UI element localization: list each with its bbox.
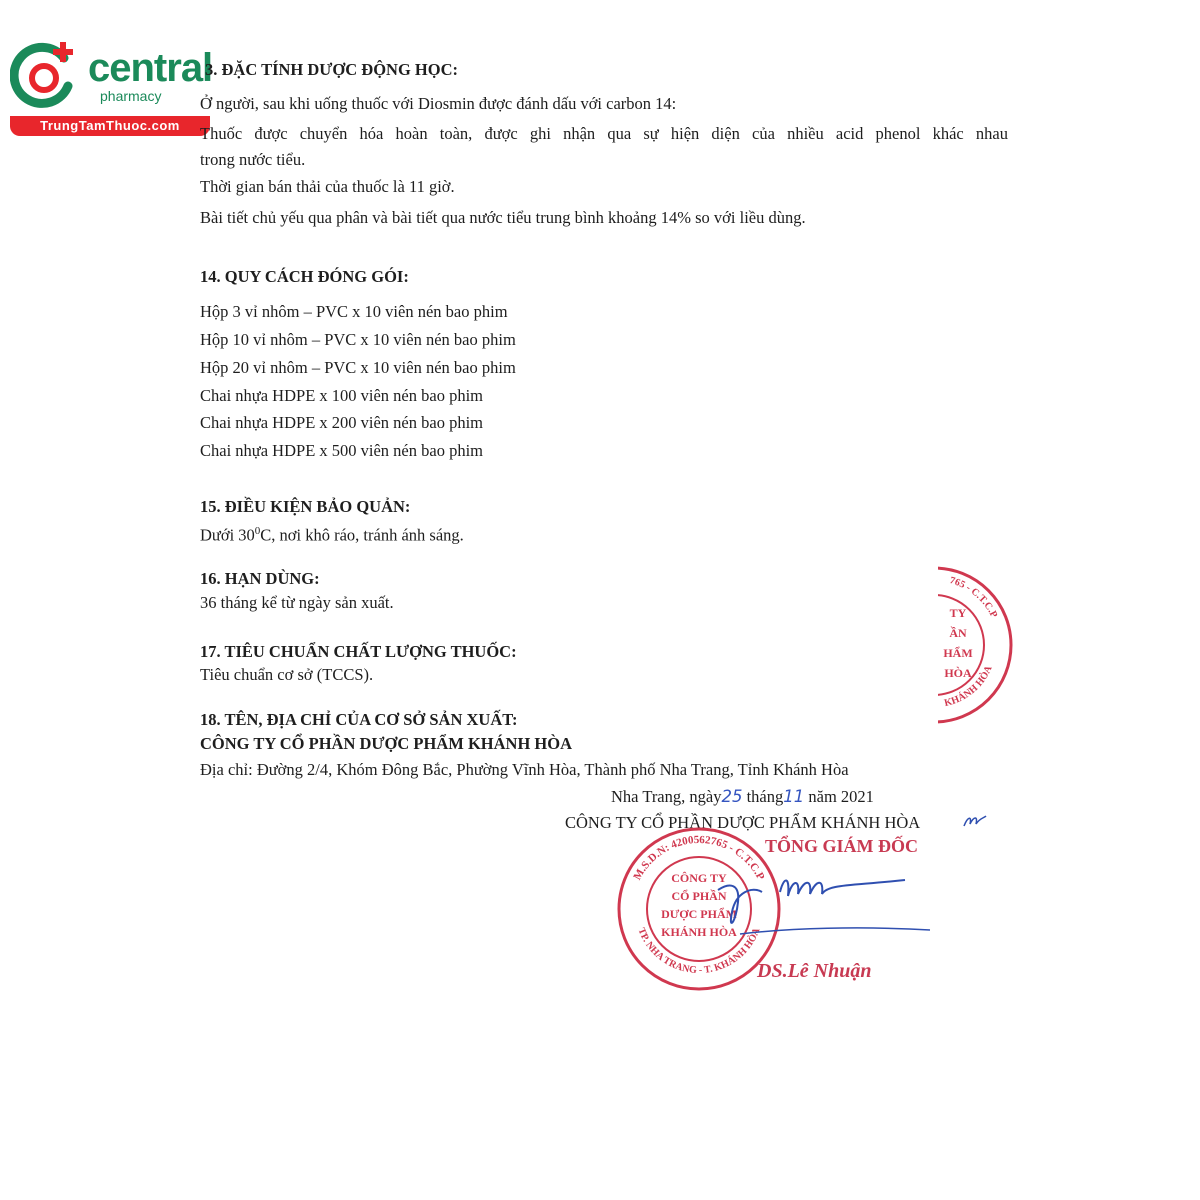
partial-seal-line-1: TY — [949, 606, 967, 620]
s14-line-5: Chai nhựa HDPE x 200 viên nén bao phim — [200, 413, 483, 432]
logo-brand: central — [88, 46, 213, 90]
partial-seal-line-3: HẨM — [943, 646, 973, 660]
seal-line-3: DƯỢC PHẨM — [661, 907, 737, 921]
date-day: 25 — [721, 787, 743, 806]
seal-bottom-text: TP. NHA TRANG - T. KHÁNH HÒA — [635, 926, 763, 977]
date-month-label: tháng — [746, 787, 784, 806]
partial-seal-line-2: ẦN — [949, 626, 967, 640]
section-14-heading: 14. QUY CÁCH ĐÓNG GÓI: — [200, 267, 409, 286]
director-title: TỔNG GIÁM ĐỐC — [765, 836, 918, 856]
logo-subtitle: pharmacy — [100, 88, 162, 104]
signer-name: DS.Lê Nhuận — [757, 960, 872, 982]
partial-seal-bottom: KHÁNH HÒA — [943, 664, 995, 710]
initials-mark — [962, 812, 988, 832]
signature-date — [611, 786, 874, 808]
partial-seal — [938, 565, 1018, 725]
s17-text: Tiêu chuẩn cơ sở (TCCS). — [200, 665, 374, 684]
s13-line-5: Bài tiết chủ yếu qua phân và bài tiết qua nước tiểu trung bình khoảng 14% so với liều dùng. — [200, 208, 806, 227]
s13-line-2: Thuốc được chuyển hóa hoàn toàn, được ghi nhận qua sự hiện diện của nhiều acid phenol khác nhau — [200, 124, 1008, 143]
partial-seal-line-4: HÒA — [944, 666, 972, 680]
s14-line-1: Hộp 3 vỉ nhôm – PVC x 10 viên nén bao phim — [200, 302, 508, 321]
partial-seal-graphic — [938, 565, 1014, 725]
seal-ring-text: M.S.D.N: 4200562765 - C.T.C.P — [631, 833, 767, 883]
s14-line-4: Chai nhựa HDPE x 100 viên nén bao phim — [200, 386, 483, 405]
partial-seal-ring: 765 - C.T.C.P — [948, 575, 1000, 620]
logo-website: TrungTamThuoc.com — [10, 116, 210, 136]
section-16-heading: 16. HẠN DÙNG: — [200, 569, 320, 588]
seal-line-4: KHÁNH HÒA — [661, 925, 737, 939]
s13-line-4: Thời gian bán thải của thuốc là 11 giờ. — [200, 177, 455, 196]
s14-line-2: Hộp 10 vỉ nhôm – PVC x 10 viên nén bao phim — [200, 330, 516, 349]
section-15-heading: 15. ĐIỀU KIỆN BẢO QUẢN: — [200, 497, 411, 516]
manufacturer-address: Địa chỉ: Đường 2/4, Khóm Đông Bắc, Phường Vĩnh Hòa, Thành phố Nha Trang, Tỉnh Khánh Hòa — [200, 760, 849, 779]
seal-line-2: CỔ PHẦN — [671, 889, 727, 903]
s16-text: 36 tháng kể từ ngày sản xuất. — [200, 593, 394, 612]
central-pharmacy-logo — [10, 36, 213, 136]
section-17-heading: 17. TIÊU CHUẨN CHẤT LƯỢNG THUỐC: — [200, 642, 517, 661]
date-month: 11 — [783, 787, 805, 806]
s14-line-6: Chai nhựa HDPE x 500 viên nén bao phim — [200, 441, 483, 460]
section-18-heading: 18. TÊN, ĐỊA CHỈ CỦA CƠ SỞ SẢN XUẤT: — [200, 710, 518, 729]
date-prefix: Nha Trang, ngày — [611, 787, 722, 806]
signature-company: CÔNG TY CỔ PHẦN DƯỢC PHẨM KHÁNH HÒA — [565, 813, 921, 832]
s14-line-3: Hộp 20 vỉ nhôm – PVC x 10 viên nén bao phim — [200, 358, 516, 377]
s13-line-1: Ở người, sau khi uống thuốc với Diosmin được đánh dấu với carbon 14: — [200, 94, 677, 113]
s13-line-3: trong nước tiểu. — [200, 150, 306, 169]
s15-text — [200, 520, 464, 547]
logo-c-icon — [10, 40, 82, 112]
seal-line-1: CÔNG TY — [671, 871, 727, 885]
manufacturer-name: CÔNG TY CỔ PHẦN DƯỢC PHẨM KHÁNH HÒA — [200, 734, 572, 753]
signature-scribble — [700, 862, 940, 952]
s15-text-post: C, nơi khô ráo, tránh ánh sáng. — [260, 525, 464, 545]
s15-text-pre: Dưới 30 — [200, 525, 255, 545]
s15-sup: 0 — [254, 525, 261, 537]
section-13-heading: 3. ĐẶC TÍNH DƯỢC ĐỘNG HỌC: — [205, 60, 459, 79]
date-year: năm 2021 — [808, 787, 874, 806]
